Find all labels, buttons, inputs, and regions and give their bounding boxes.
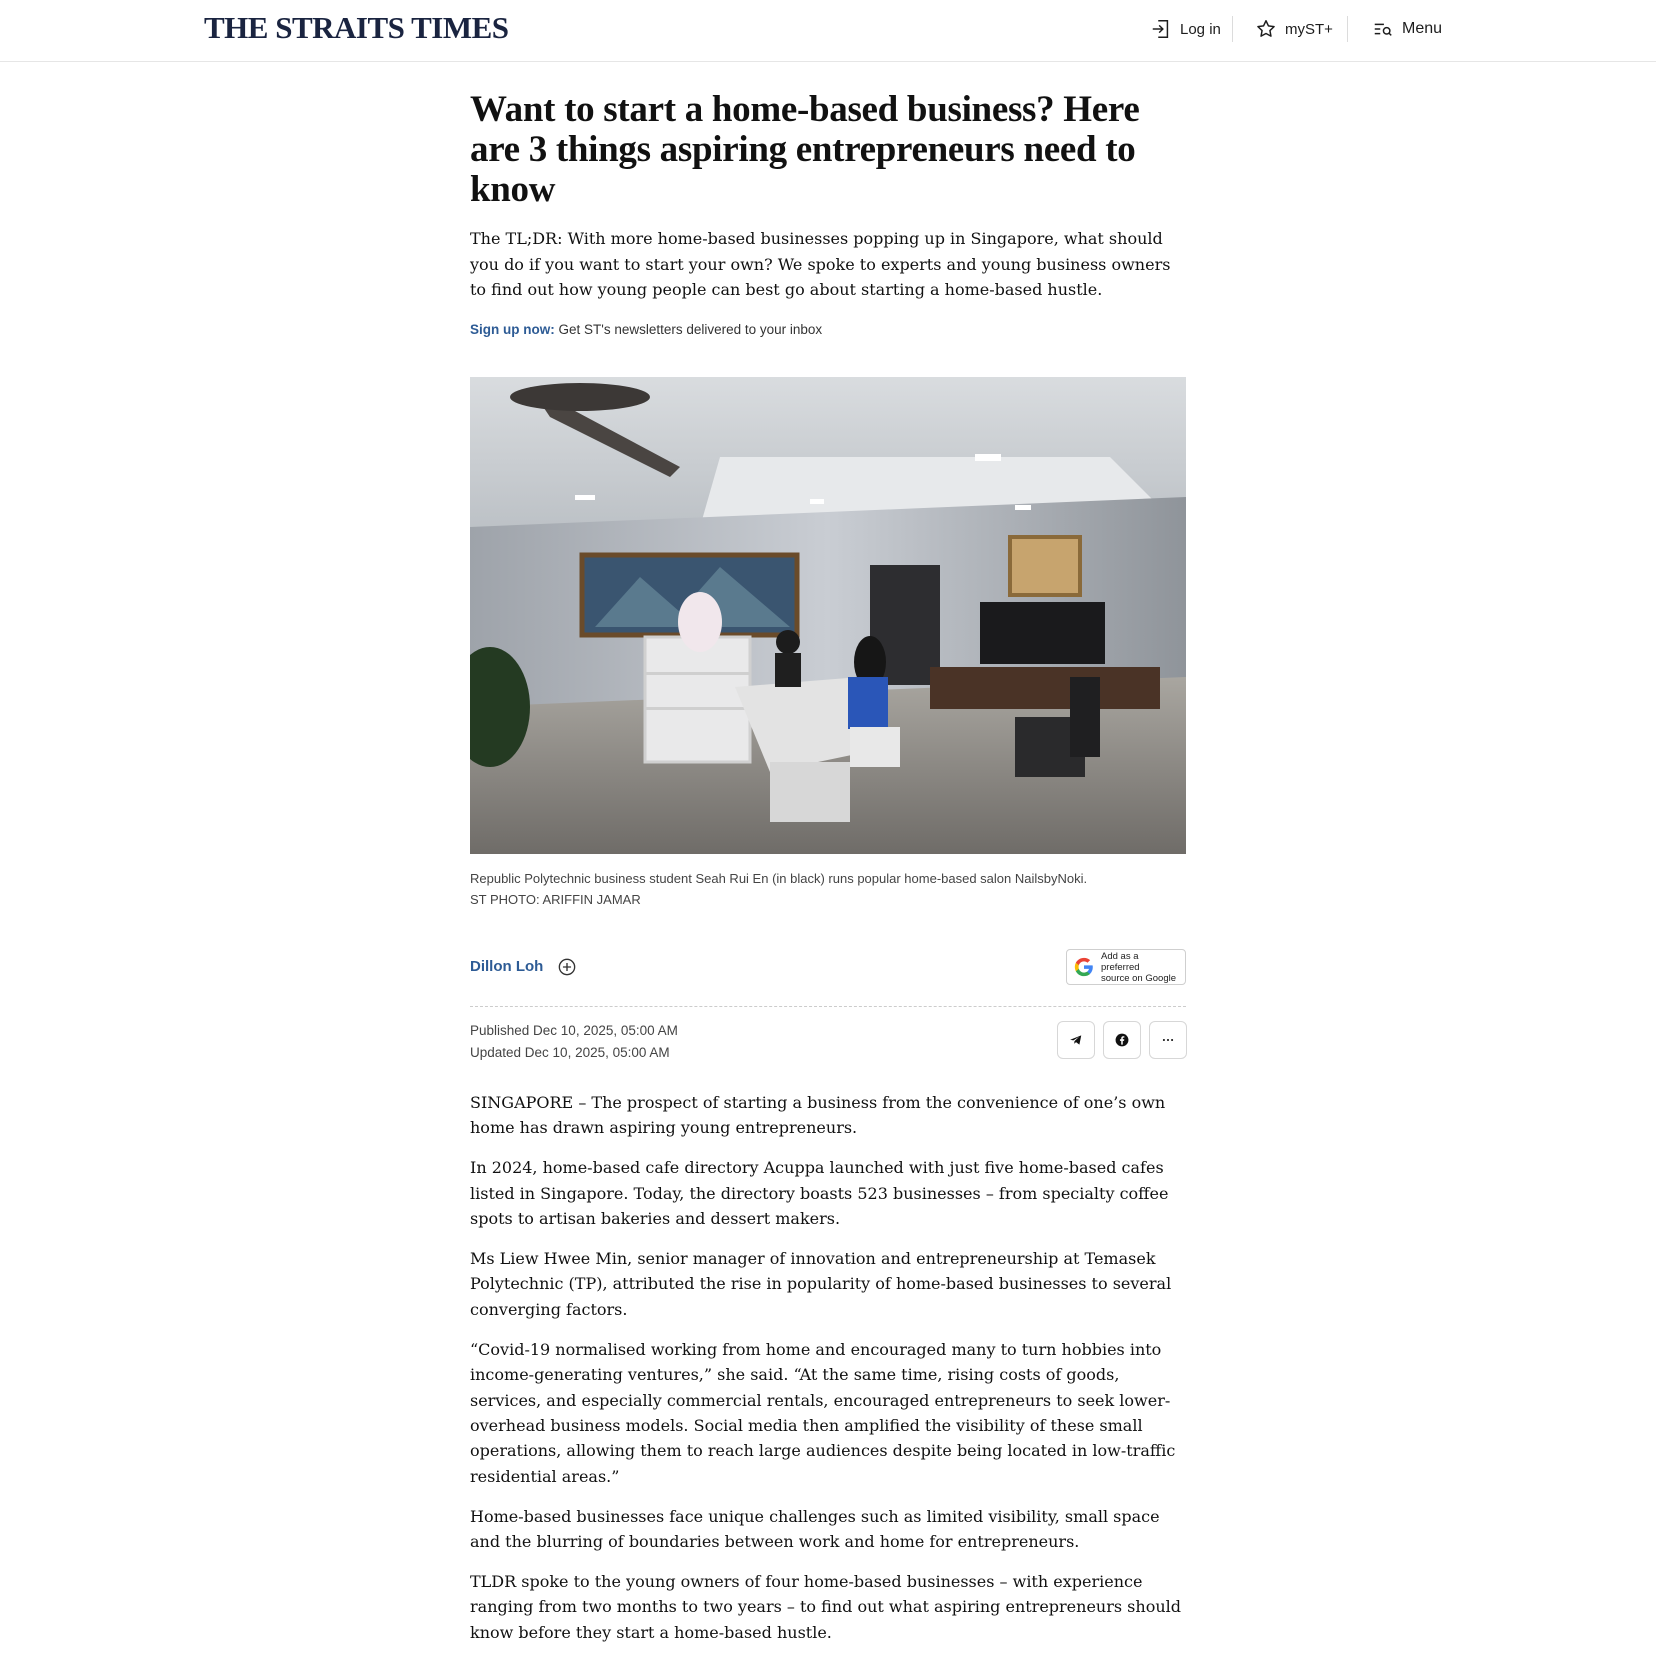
- article-paragraph: Ms Liew Hwee Min, senior manager of innovation and entrepreneurship at Temasek Polytechnic (TP), attributed the rise in popularity of home-based businesses to several converging factors.: [470, 1249, 1172, 1319]
- article-paragraph: TLDR spoke to the young owners of four home-based businesses – with experience ranging from two months to two years – to find out what aspiring entrepreneurs should know before they start a home-based hustle.: [470, 1572, 1181, 1642]
- site-logo[interactable]: THE STRAITS TIMES: [204, 10, 509, 45]
- google-g-icon: [1073, 956, 1095, 978]
- article-standfirst: The TL;DR: With more home-based businesses popping up in Singapore, what should you do if you want to start your own? We spoke to experts and young business owners to find out how young people can best go about starting a home-based hustle.: [470, 229, 1171, 299]
- article-paragraph: Home-based businesses face unique challenges such as limited visibility, small space and the blurring of boundaries between work and home for entrepreneurs.: [470, 1506, 1160, 1552]
- login-icon: [1150, 18, 1172, 40]
- article-headline: Want to start a home-based business? Here are 3 things aspiring entrepreneurs need to know: [470, 89, 1140, 210]
- article-paragraph: In 2024, home-based cafe directory Acuppa launched with just five home-based cafes listed in Singapore. Today, the directory boasts 523 businesses – from specialty coffee spots to artisan bakeries and dessert makers.: [470, 1158, 1169, 1229]
- facebook-icon: [1115, 1033, 1129, 1047]
- google-preferred-source-button[interactable]: [1066, 949, 1186, 985]
- google-source-label: [1101, 951, 1179, 984]
- plus-circle-icon[interactable]: [558, 958, 576, 976]
- myst-button[interactable]: [1255, 14, 1333, 44]
- photo-credit: ST PHOTO: ARIFFIN JAMAR: [470, 892, 641, 907]
- signup-link[interactable]: Sign up now:: [470, 322, 555, 337]
- byline: [470, 945, 1186, 985]
- author-link[interactable]: Dillon Loh: [470, 958, 544, 975]
- updated-date: Updated Dec 10, 2025, 05:00 AM: [470, 1045, 670, 1060]
- article-photo[interactable]: [470, 377, 1186, 854]
- myst-label: myST+: [1285, 20, 1333, 38]
- site-header: [0, 0, 1656, 62]
- login-label: Log in: [1180, 20, 1221, 38]
- newsletter-signup: [470, 322, 1186, 337]
- telegram-icon: [1069, 1033, 1083, 1047]
- article-paragraph: SINGAPORE – The prospect of starting a business from the convenience of one’s own home has drawn aspiring young entrepreneurs.: [470, 1093, 1166, 1138]
- share-more-button[interactable]: [1149, 1021, 1187, 1059]
- menu-button[interactable]: [1372, 14, 1442, 44]
- nav-divider: [1232, 16, 1233, 42]
- star-icon: [1255, 18, 1277, 40]
- article-paragraph: “Covid-19 normalised working from home and encouraged many to turn hobbies into income-generating ventures,” she said. “At the same time, rising costs of goods, services, and especially commercial rentals, encouraged entrepreneurs to seek lower-overhead business models. Social media then amplified the visibility of these small operations, allowing them to reach large audiences despite being located in low-traffic residential areas.”: [470, 1339, 1176, 1486]
- nav-divider: [1347, 16, 1348, 42]
- menu-label: Menu: [1402, 20, 1443, 37]
- article-body: [470, 1090, 1186, 1660]
- menu-search-icon: [1372, 18, 1394, 40]
- caption-text: Republic Polytechnic business student Seah Rui En (in black) runs popular home-based salon NailsbyNoki.: [470, 871, 1088, 886]
- published-date: Published Dec 10, 2025, 05:00 AM: [470, 1023, 678, 1038]
- salon-photo-illustration: [470, 377, 1186, 854]
- signup-text: Get ST's newsletters delivered to your inbox: [554, 322, 823, 337]
- share-telegram-button[interactable]: [1057, 1021, 1095, 1059]
- photo-caption: [470, 868, 1186, 910]
- google-source-line1: Add as a preferred: [1101, 950, 1140, 973]
- more-icon: [1161, 1033, 1175, 1047]
- byline-divider: [470, 1006, 1186, 1007]
- share-facebook-button[interactable]: [1103, 1021, 1141, 1059]
- google-source-line2: source on Google: [1101, 972, 1176, 984]
- login-button[interactable]: [1150, 14, 1221, 44]
